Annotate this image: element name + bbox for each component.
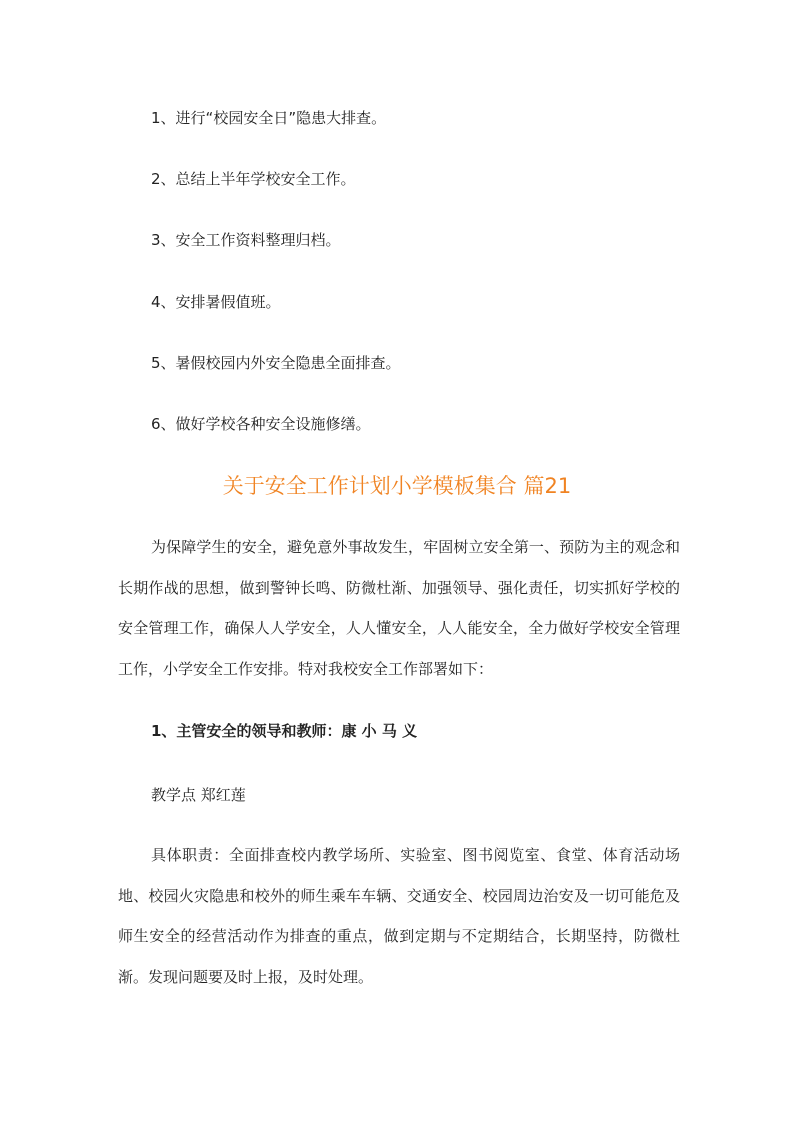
section-heading: 关于安全工作计划小学模板集合 篇21 bbox=[222, 474, 572, 498]
list-item-4: 4、安排暑假值班。 bbox=[151, 293, 281, 311]
duties-paragraph: 具体职责：全面排查校内教学场所、实验室、图书阅览室、食堂、体育活动场地、校园火灾隐患和校外的师生乘车车辆、交通安全、校园周边治安及一切可能危及师生安全的经营活动作为排查的重点，做到定期与不定期结合，长期坚持，防微杜渐。发现问题要及时上报，及时处理。 bbox=[118, 846, 680, 986]
intro-paragraph: 为保障学生的安全，避免意外事故发生，牢固树立安全第一、预防为主的观念和长期作战的思想，做到警钟长鸣、防微杜渐、加强领导、强化责任，切实抓好学校的安全管理工作，确保人人学安全，人人懂安全，人人能安全，全力做好学校安全管理工作，小学安全工作安排。特对我校安全工作部署如下： bbox=[118, 538, 680, 678]
list-item-6: 6、做好学校各种安全设施修缮。 bbox=[151, 415, 371, 433]
list-item-5: 5、暑假校园内外安全隐患全面排查。 bbox=[151, 354, 401, 372]
list-item-2: 2、总结上半年学校安全工作。 bbox=[151, 170, 356, 188]
item1-heading: 1、主管安全的领导和教师：康 小 马 义 bbox=[151, 722, 418, 740]
list-item-1: 1、进行“校园安全日”隐患大排查。 bbox=[151, 109, 387, 127]
list-item-3: 3、安全工作资料整理归档。 bbox=[151, 231, 341, 249]
teaching-point-line: 教学点 郑红莲 bbox=[151, 786, 246, 804]
